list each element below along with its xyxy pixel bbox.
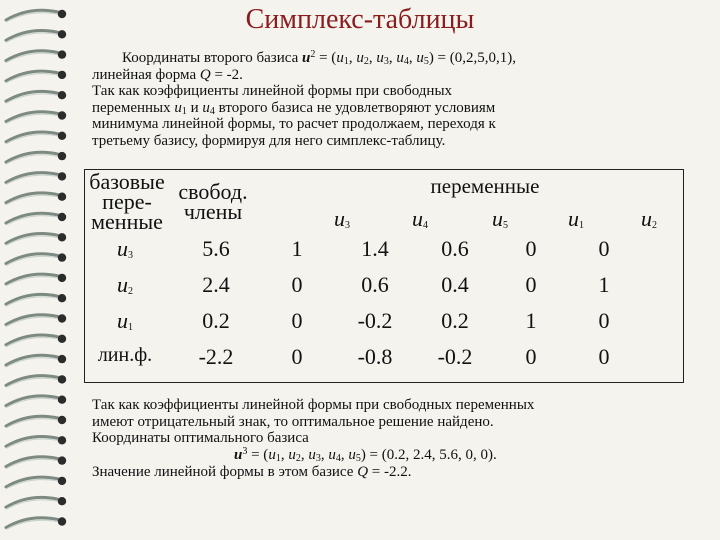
table-cell: 1: [525, 308, 537, 333]
column-header-0: $u_3$: [334, 206, 350, 231]
outro-line-4: $u^3 = (u_1$, $u_2$, $u_3$, $u_4$, $u_5) = (0.2$, 2.4, 5.6, 0, 0).: [234, 446, 497, 465]
table-cell: -0.2: [357, 308, 393, 333]
table-cell: 0: [598, 236, 610, 261]
row-basis-0: $u_3$: [117, 236, 133, 261]
table-cell: 0: [291, 344, 303, 369]
table-cell: 0: [525, 272, 537, 297]
row-free-term-1: 2.4: [202, 272, 230, 297]
outro-line-3: Координаты оптимального базиса: [92, 430, 309, 447]
column-header-3: $u_1$: [568, 206, 584, 231]
header-free-terms: свобод. члены: [178, 179, 248, 224]
row-basis-2: $u_1$: [117, 308, 133, 333]
row-free-term-0: 5.6: [202, 236, 230, 261]
row-free-term-3: -2.2: [198, 344, 234, 369]
intro-line-5: минимума линейной формы, то расчет продолжаем, переходя к: [92, 116, 496, 132]
table-cell: 0: [291, 308, 303, 333]
table-cell: 0.6: [441, 236, 469, 261]
outro-line-1: Так как коэффициенты линейной формы при свободных переменных: [92, 397, 535, 413]
table-cell: 1: [598, 272, 610, 297]
outro-line-2: имеют отрицательный знак, то оптимальное решение найдено.: [92, 413, 494, 430]
simplex-table: [84, 169, 684, 383]
row-free-term-2: 0.2: [202, 308, 230, 333]
header-basis: базовые пере- менные: [89, 169, 165, 234]
table-cell: 0: [525, 344, 537, 369]
intro-line-4: переменных $u_1$ и $u_4$ второго базиса не удовлетворяют условиям: [92, 99, 496, 117]
intro-line-6: третьему базису, формируя для него симплекс-таблицу.: [92, 132, 446, 149]
table-cell: 0: [598, 308, 610, 333]
table-cell: 0.2: [441, 308, 469, 333]
slide-title: Симплекс-таблицы: [245, 4, 475, 35]
table-cell: 0: [525, 236, 537, 261]
table-cell: -0.2: [437, 344, 473, 369]
row-basis-3: лин.ф.: [97, 344, 153, 366]
table-cell: 0.4: [441, 272, 469, 297]
intro-line-3: Так как коэффициенты линейной формы при свободных: [92, 83, 453, 99]
table-cell: 1: [291, 236, 303, 261]
table-cell: 0: [291, 272, 303, 297]
notebook-spiral-binding: [0, 0, 82, 540]
table-cell: -0.8: [357, 344, 393, 369]
table-cell: 0: [598, 344, 610, 369]
intro-line-1: Координаты второго базиса $u^2 = (u_1$, $u_2$, $u_3$, $u_4$, $u_5) = (0,2,5,0,1)$,: [122, 49, 517, 67]
column-header-4: $u_2$: [641, 206, 657, 231]
table-cell: 1.4: [361, 236, 389, 261]
conclusion-text: [92, 397, 712, 481]
header-variables: переменные: [430, 174, 540, 198]
intro-text: [92, 50, 702, 149]
table-cell: 0.6: [361, 272, 389, 297]
row-basis-1: $u_2$: [117, 272, 133, 297]
intro-line-2: линейная форма Q = -2.: [92, 66, 243, 83]
column-header-2: $u_5$: [492, 206, 508, 231]
column-header-1: $u_4$: [412, 206, 428, 231]
outro-line-5: Значение линейной формы в этом базисе Q = -2.2.: [92, 463, 412, 480]
